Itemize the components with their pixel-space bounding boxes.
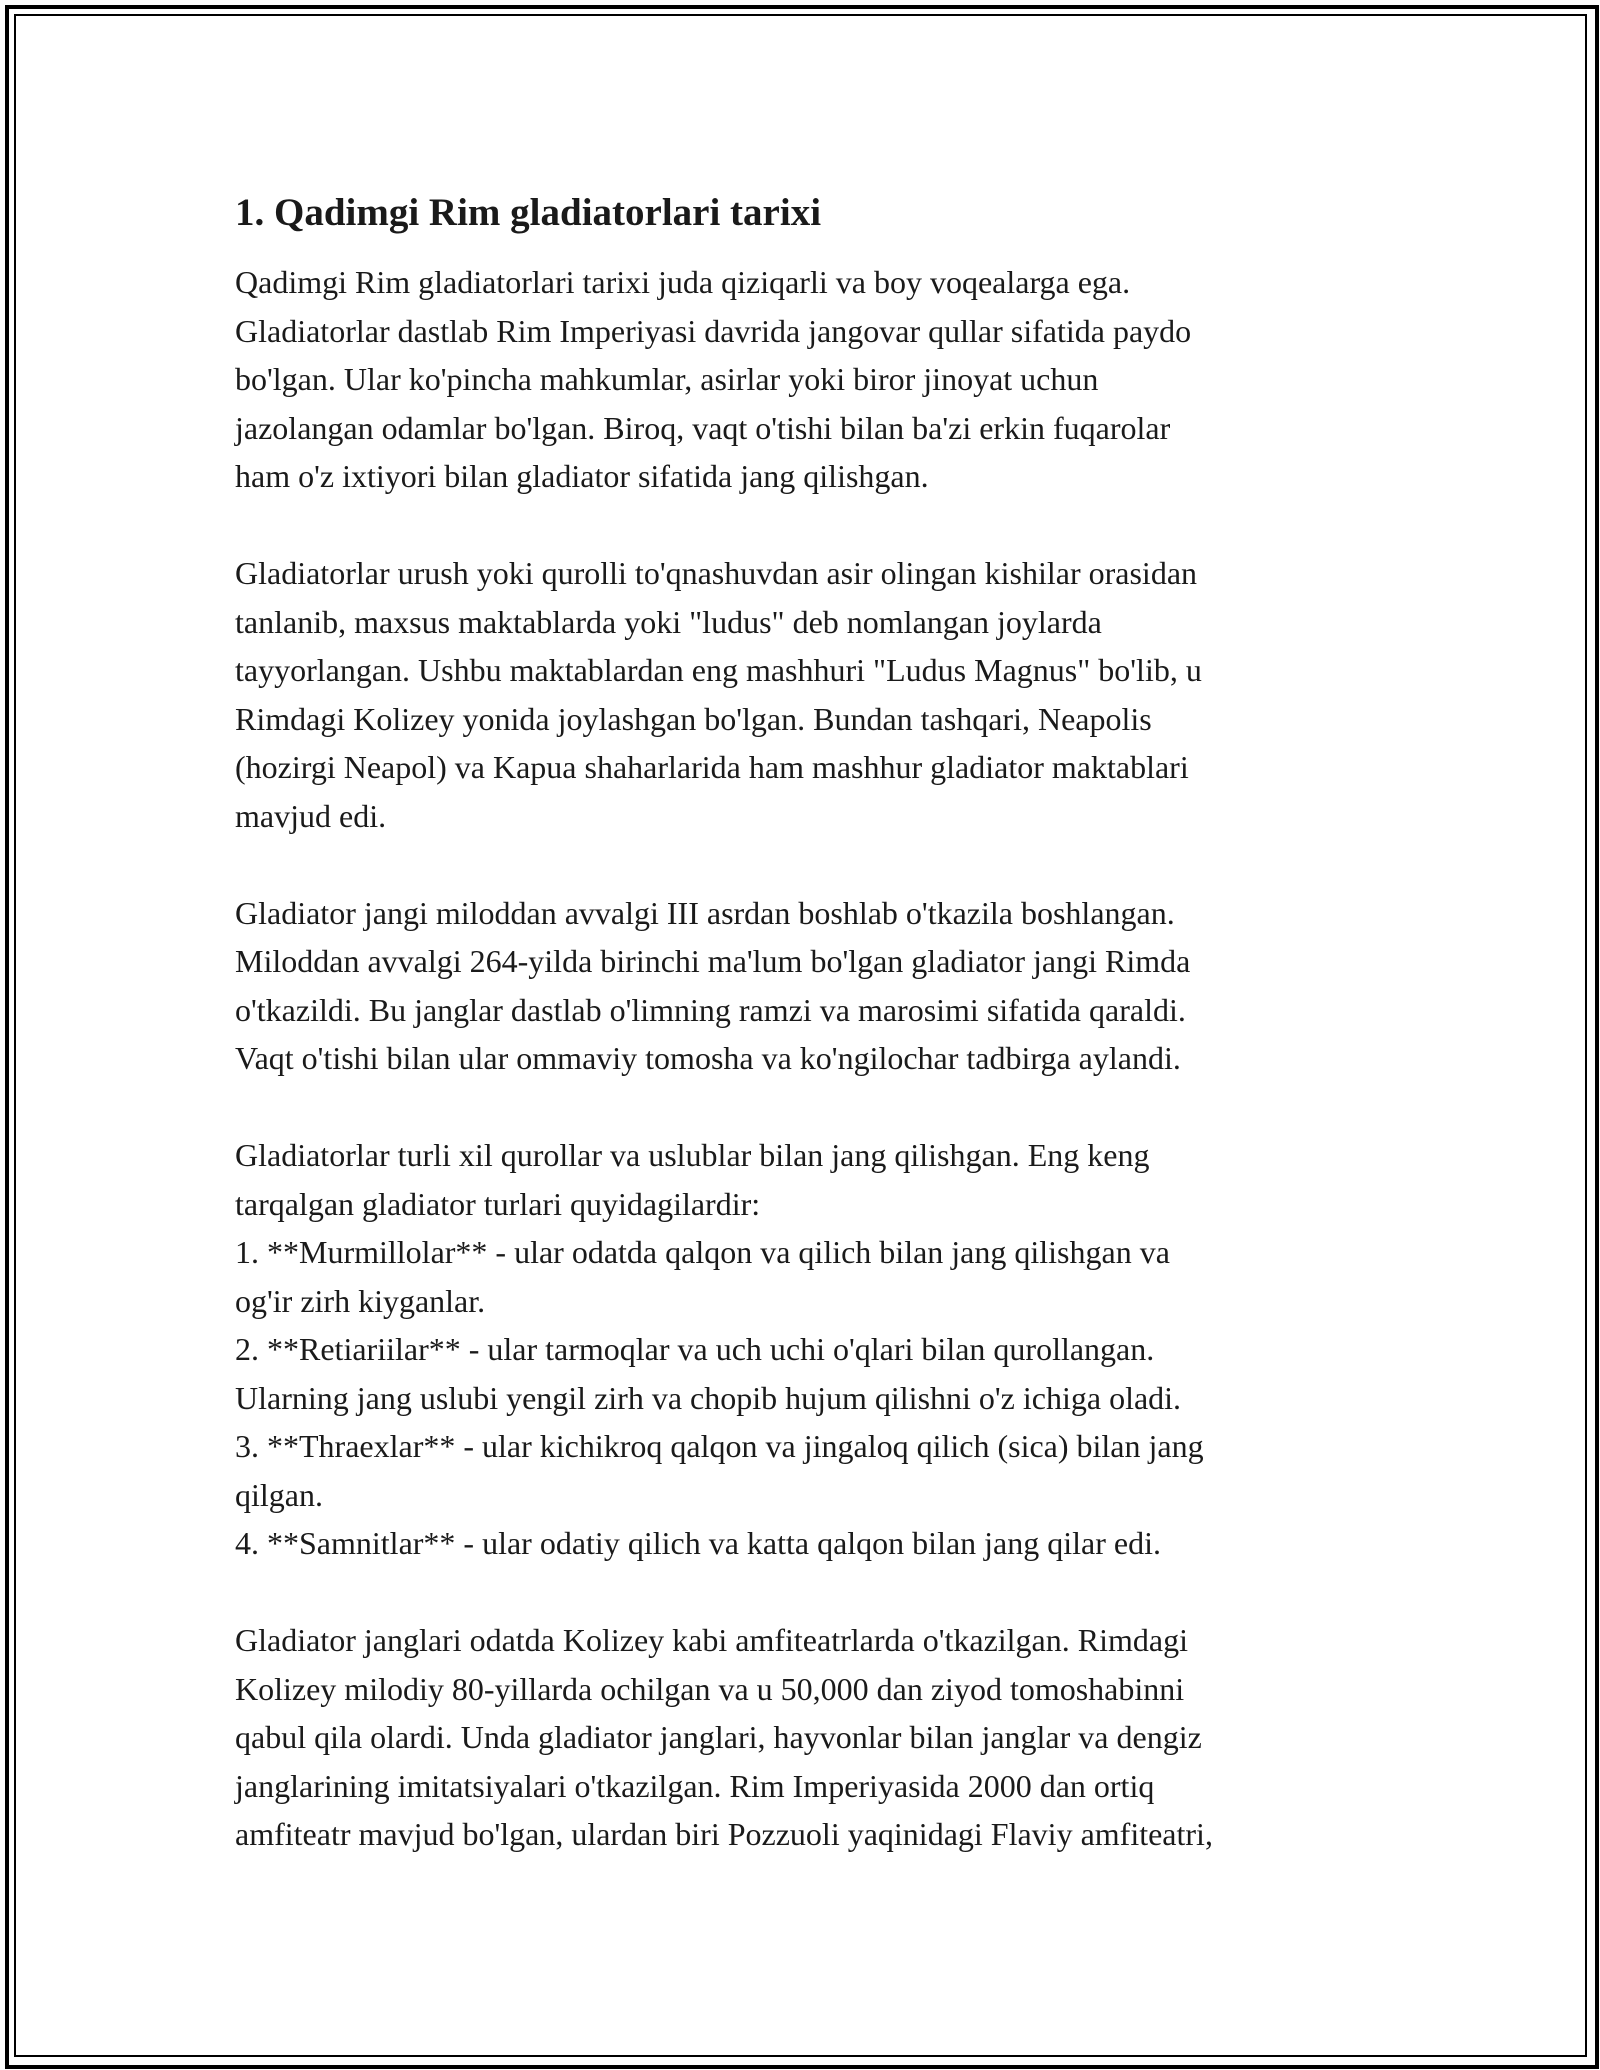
text-line: o'tkazildi. Bu janglar dastlab o'limning ramzi va marosimi sifatida qaraldi. <box>235 991 1186 1028</box>
text-line: qabul qila olardi. Unda gladiator janglari, hayvonlar bilan janglar va dengiz <box>235 1719 1202 1755</box>
paragraph-schools <box>235 549 1385 840</box>
list-item: 3. **Thraexlar** - ular kichikroq qalqon va jingaloq qilich (sica) bilan jang <box>235 1428 1204 1464</box>
text-line: amfiteatr mavjud bo'lgan, ulardan biri Pozzuoli yaqinidagi Flaviy amfiteatri, <box>235 1816 1213 1852</box>
document-body <box>235 186 1385 1907</box>
text-line: janglarining imitatsiyalari o'tkazilgan. Rim Imperiyasida 2000 dan ortiq <box>235 1767 1155 1804</box>
text-line: Gladiator janglari odatda Kolizey kabi amfiteatrlarda o'tkazilgan. Rimdagi <box>235 1622 1188 1658</box>
text-line: tarqalgan gladiator turlari quyidagilardir: <box>235 1185 761 1222</box>
paragraph-gladiator-types <box>235 1131 1385 1568</box>
text-line: Gladiatorlar urush yoki qurolli to'qnashuvdan asir olingan kishilar orasidan <box>235 555 1198 591</box>
section-heading: 1. Qadimgi Rim gladiatorlari tarixi <box>235 191 822 234</box>
list-item: 2. **Retiariilar** - ular tarmoqlar va uch uchi o'qlari bilan qurollangan. <box>235 1331 1155 1367</box>
list-item: 1. **Murmillolar** - ular odatda qalqon va qilich bilan jang qilishgan va <box>235 1234 1170 1270</box>
text-line: bo'lgan. Ular ko'pincha mahkumlar, asirlar yoki biror jinoyat uchun <box>235 361 1099 397</box>
text-line: mavjud edi. <box>235 797 387 834</box>
text-line: Gladiatorlar turli xil qurollar va uslublar bilan jang qilishgan. Eng keng <box>235 1137 1150 1173</box>
paragraph-origins <box>235 889 1385 1083</box>
text-line: Qadimgi Rim gladiatorlari tarixi juda qiziqarli va boy voqealarga ega. <box>235 264 1131 300</box>
text-line: Ularning jang uslubi yengil zirh va chopib hujum qilishni o'z ichiga oladi. <box>235 1379 1182 1416</box>
text-line: Rimdagi Kolizey yonida joylashgan bo'lgan. Bundan tashqari, Neapolis <box>235 700 1152 737</box>
text-line: Gladiator jangi miloddan avvalgi III asrdan boshlab o'tkazila boshlangan. <box>235 894 1175 931</box>
text-line: ham o'z ixtiyori bilan gladiator sifatida jang qilishgan. <box>235 458 929 494</box>
text-line: Miloddan avvalgi 264-yilda birinchi ma'lum bo'lgan gladiator jangi Rimda <box>235 943 1191 979</box>
text-line: tayyorlangan. Ushbu maktablardan eng mashhuri "Ludus Magnus" bo'lib, u <box>235 652 1202 688</box>
text-line: (hozirgi Neapol) va Kapua shaharlarida ham mashhur gladiator maktablari <box>235 749 1189 785</box>
text-line: jazolangan odamlar bo'lgan. Biroq, vaqt o'tishi bilan ba'zi erkin fuqarolar <box>235 409 1171 446</box>
paragraph-amphitheatres <box>235 1616 1385 1859</box>
text-line: Vaqt o'tishi bilan ular ommaviy tomosha va ko'ngilochar tadbirga aylandi. <box>235 1040 1181 1076</box>
paragraph-intro <box>235 258 1385 501</box>
text-line: qilgan. <box>235 1476 323 1513</box>
text-line: tanlanib, maxsus maktablarda yoki "ludus" deb nomlangan joylarda <box>235 603 1102 640</box>
text-line: Kolizey milodiy 80-yillarda ochilgan va u 50,000 dan ziyod tomoshabinni <box>235 1670 1185 1707</box>
text-line: og'ir zirh kiyganlar. <box>235 1282 486 1319</box>
text-line: Gladiatorlar dastlab Rim Imperiyasi davrida jangovar qullar sifatida paydo <box>235 312 1192 349</box>
list-item: 4. **Samnitlar** - ular odatiy qilich va katta qalqon bilan jang qilar edi. <box>235 1525 1161 1561</box>
